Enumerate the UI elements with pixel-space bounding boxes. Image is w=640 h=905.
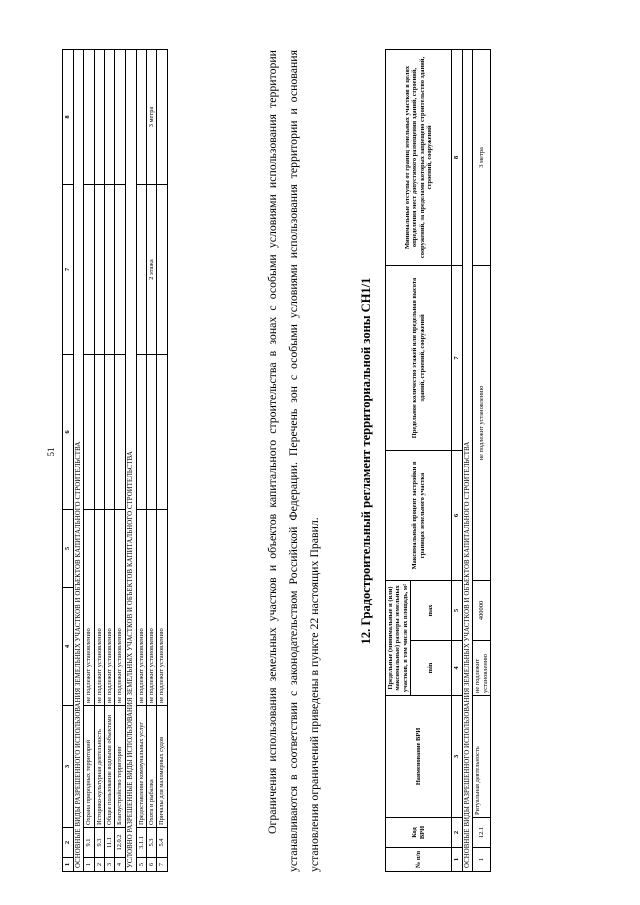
column-index: 5 — [452, 580, 463, 640]
column-index: 2 — [63, 828, 74, 858]
column-index-row — [452, 49, 463, 871]
row-number: 2 — [94, 858, 104, 872]
row-number: 7 — [157, 858, 167, 872]
land-size-value: не подлежит установлению — [157, 510, 167, 706]
table-row — [473, 49, 491, 871]
table-header-row — [386, 49, 411, 871]
column-index: 1 — [452, 848, 463, 872]
vri-name: Охота и рыбалка — [147, 706, 157, 828]
vri-code: 9.3 — [94, 828, 104, 858]
header-row-number: № п/п — [386, 848, 452, 872]
land-size-value: не подлежит установлению — [94, 510, 104, 706]
restrictions-paragraph — [262, 50, 325, 872]
land-size-value: не подлежит установлению — [84, 510, 94, 706]
section-header-row — [73, 50, 84, 872]
section-title: ОСНОВНЫЕ ВИДЫ РАЗРЕШЕННОГО ИСПОЛЬЗОВАНИЯ ЗЕМЕЛЬНЫХ УЧАСТКОВ И ОБЪЕКТОВ КАПИТАЛЬНОГО СТРОИТЕЛЬСТВА — [73, 50, 84, 872]
vri-name: Благоустройство территории — [115, 706, 125, 828]
setback: 3 метра — [147, 50, 157, 185]
table-row — [115, 50, 125, 872]
table-row — [84, 50, 94, 872]
floors-limit: 2 этажа — [147, 185, 157, 355]
column-index: 8 — [452, 49, 463, 265]
column-index-row — [63, 50, 74, 872]
vri-name: Общее пользование водными объектами — [105, 706, 115, 828]
header-vri-name: Наименование ВРИ — [386, 696, 452, 818]
setback — [94, 50, 104, 185]
row-number: 3 — [105, 858, 115, 872]
column-index: 7 — [63, 185, 74, 355]
section-title: УСЛОВНО РАЗРЕШЕННЫЕ ВИДЫ ИСПОЛЬЗОВАНИЯ ЗЕМЕЛЬНЫХ УЧАСТКОВ И ОБЪЕКТОВ КАПИТАЛЬНОГО СТРОИТЕЛЬСТВА — [125, 50, 136, 872]
floors-limit — [157, 185, 167, 355]
zone-regulation-table — [385, 49, 491, 872]
header-vri-code: Код ВРИ — [386, 818, 452, 848]
build-percent — [136, 355, 146, 510]
table-row — [136, 50, 146, 872]
land-size-max: 400000 — [473, 580, 491, 640]
setback — [105, 50, 115, 185]
land-size-value: не подлежит установлению — [105, 510, 115, 706]
floors-limit — [115, 185, 125, 355]
vri-code: 5.3 — [147, 828, 157, 858]
header-floors: Предельное количество этажей или предельная высота зданий, строений, сооружений — [386, 265, 452, 450]
rotated-page-content — [40, 22, 600, 882]
column-index: 1 — [63, 858, 74, 872]
table-row — [94, 50, 104, 872]
vri-name: Историко-культурная деятельность — [94, 706, 104, 828]
vri-code: 12.0.2 — [115, 828, 125, 858]
setback: 3 метра — [473, 49, 491, 265]
column-index: 8 — [63, 50, 74, 185]
vri-code: 5.4 — [157, 828, 167, 858]
floors-limit — [84, 185, 94, 355]
vri-name: Причалы для маломерных судов — [157, 706, 167, 828]
build-percent — [84, 355, 94, 510]
column-index: 2 — [452, 818, 463, 848]
column-index: 4 — [452, 641, 463, 696]
setback — [115, 50, 125, 185]
section-heading: 12. Градостроительный регламент территориальной зоны СН1/1 — [359, 277, 373, 645]
row-number: 1 — [84, 858, 94, 872]
section-title: ОСНОВНЫЕ ВИДЫ РАЗРЕШЕННОГО ИСПОЛЬЗОВАНИЯ ЗЕМЕЛЬНЫХ УЧАСТКОВ И ОБЪЕКТОВ КАПИТАЛЬНОГО СТРОИТЕЛЬСТВА — [462, 49, 473, 871]
row-number: 5 — [136, 858, 146, 872]
row-number: 1 — [473, 848, 491, 872]
table-row — [105, 50, 115, 872]
land-size-value: не подлежит установлению — [147, 510, 157, 706]
vri-name: Ритуальная деятельность — [473, 696, 491, 818]
floors-limit — [136, 185, 146, 355]
land-size-value: не подлежит установлению — [136, 510, 146, 706]
build-percent — [105, 355, 115, 510]
column-index: 6 — [63, 355, 74, 510]
table-row — [147, 50, 157, 872]
land-size-value: не подлежит установлению — [115, 510, 125, 706]
column-index: 4 — [63, 588, 74, 706]
vri-code: 3.1.1 — [136, 828, 146, 858]
build-percent — [147, 355, 157, 510]
build-percent — [115, 355, 125, 510]
header-min: min — [411, 641, 452, 696]
header-build-percent: Максимальный процент застройки в границах земельного участка — [386, 450, 452, 580]
land-size-min: не подлежит установлению — [473, 641, 491, 696]
column-index: 6 — [452, 450, 463, 580]
column-index: 3 — [452, 696, 463, 818]
vri-code: 11.1 — [105, 828, 115, 858]
column-index: 7 — [452, 265, 463, 450]
section-header-row — [125, 50, 136, 872]
build-percent — [94, 355, 104, 510]
setback — [84, 50, 94, 185]
section-header-row — [462, 49, 473, 871]
header-max: max — [411, 580, 452, 640]
floors-limit — [105, 185, 115, 355]
setback — [157, 50, 167, 185]
vri-name: Предоставление коммунальных услуг — [136, 706, 146, 828]
build-percent-floors: не подлежит установлению — [473, 265, 491, 580]
row-number: 6 — [147, 858, 157, 872]
vri-code: 12.1 — [473, 818, 491, 848]
regulation-table-continued — [62, 49, 168, 872]
setback — [136, 50, 146, 185]
row-number: 4 — [115, 858, 125, 872]
column-index: 3 — [63, 706, 74, 828]
vri-name: Охрана природных территорий — [84, 706, 94, 828]
floors-limit — [94, 185, 104, 355]
paragraph-text: Ограничения использования земельных участков и объектов капитального строительства в зонах с особыми условиями использования территории устанавливаются в соответствии с законодательством Российской Федерации. Перечень зон с особыми условиями использования территории и основания установления ограничений приведены в пункте 22 настоящих Правил. — [265, 50, 321, 872]
header-land-size: Предельные (минимальные и (или) максимальные) размеры земельных участков, в том числе их площадь, м² — [386, 580, 411, 695]
page-number: 51 — [46, 447, 56, 457]
column-index: 5 — [63, 510, 74, 588]
build-percent — [157, 355, 167, 510]
vri-code: 9.1 — [84, 828, 94, 858]
header-setback: Минимальные отступы от границ земельных участков в целях определения мест допустимого размещения зданий, строений, сооружений, за пределами которых запрещено строительство зданий, строений, сооружений — [386, 49, 452, 265]
table-row — [157, 50, 167, 872]
